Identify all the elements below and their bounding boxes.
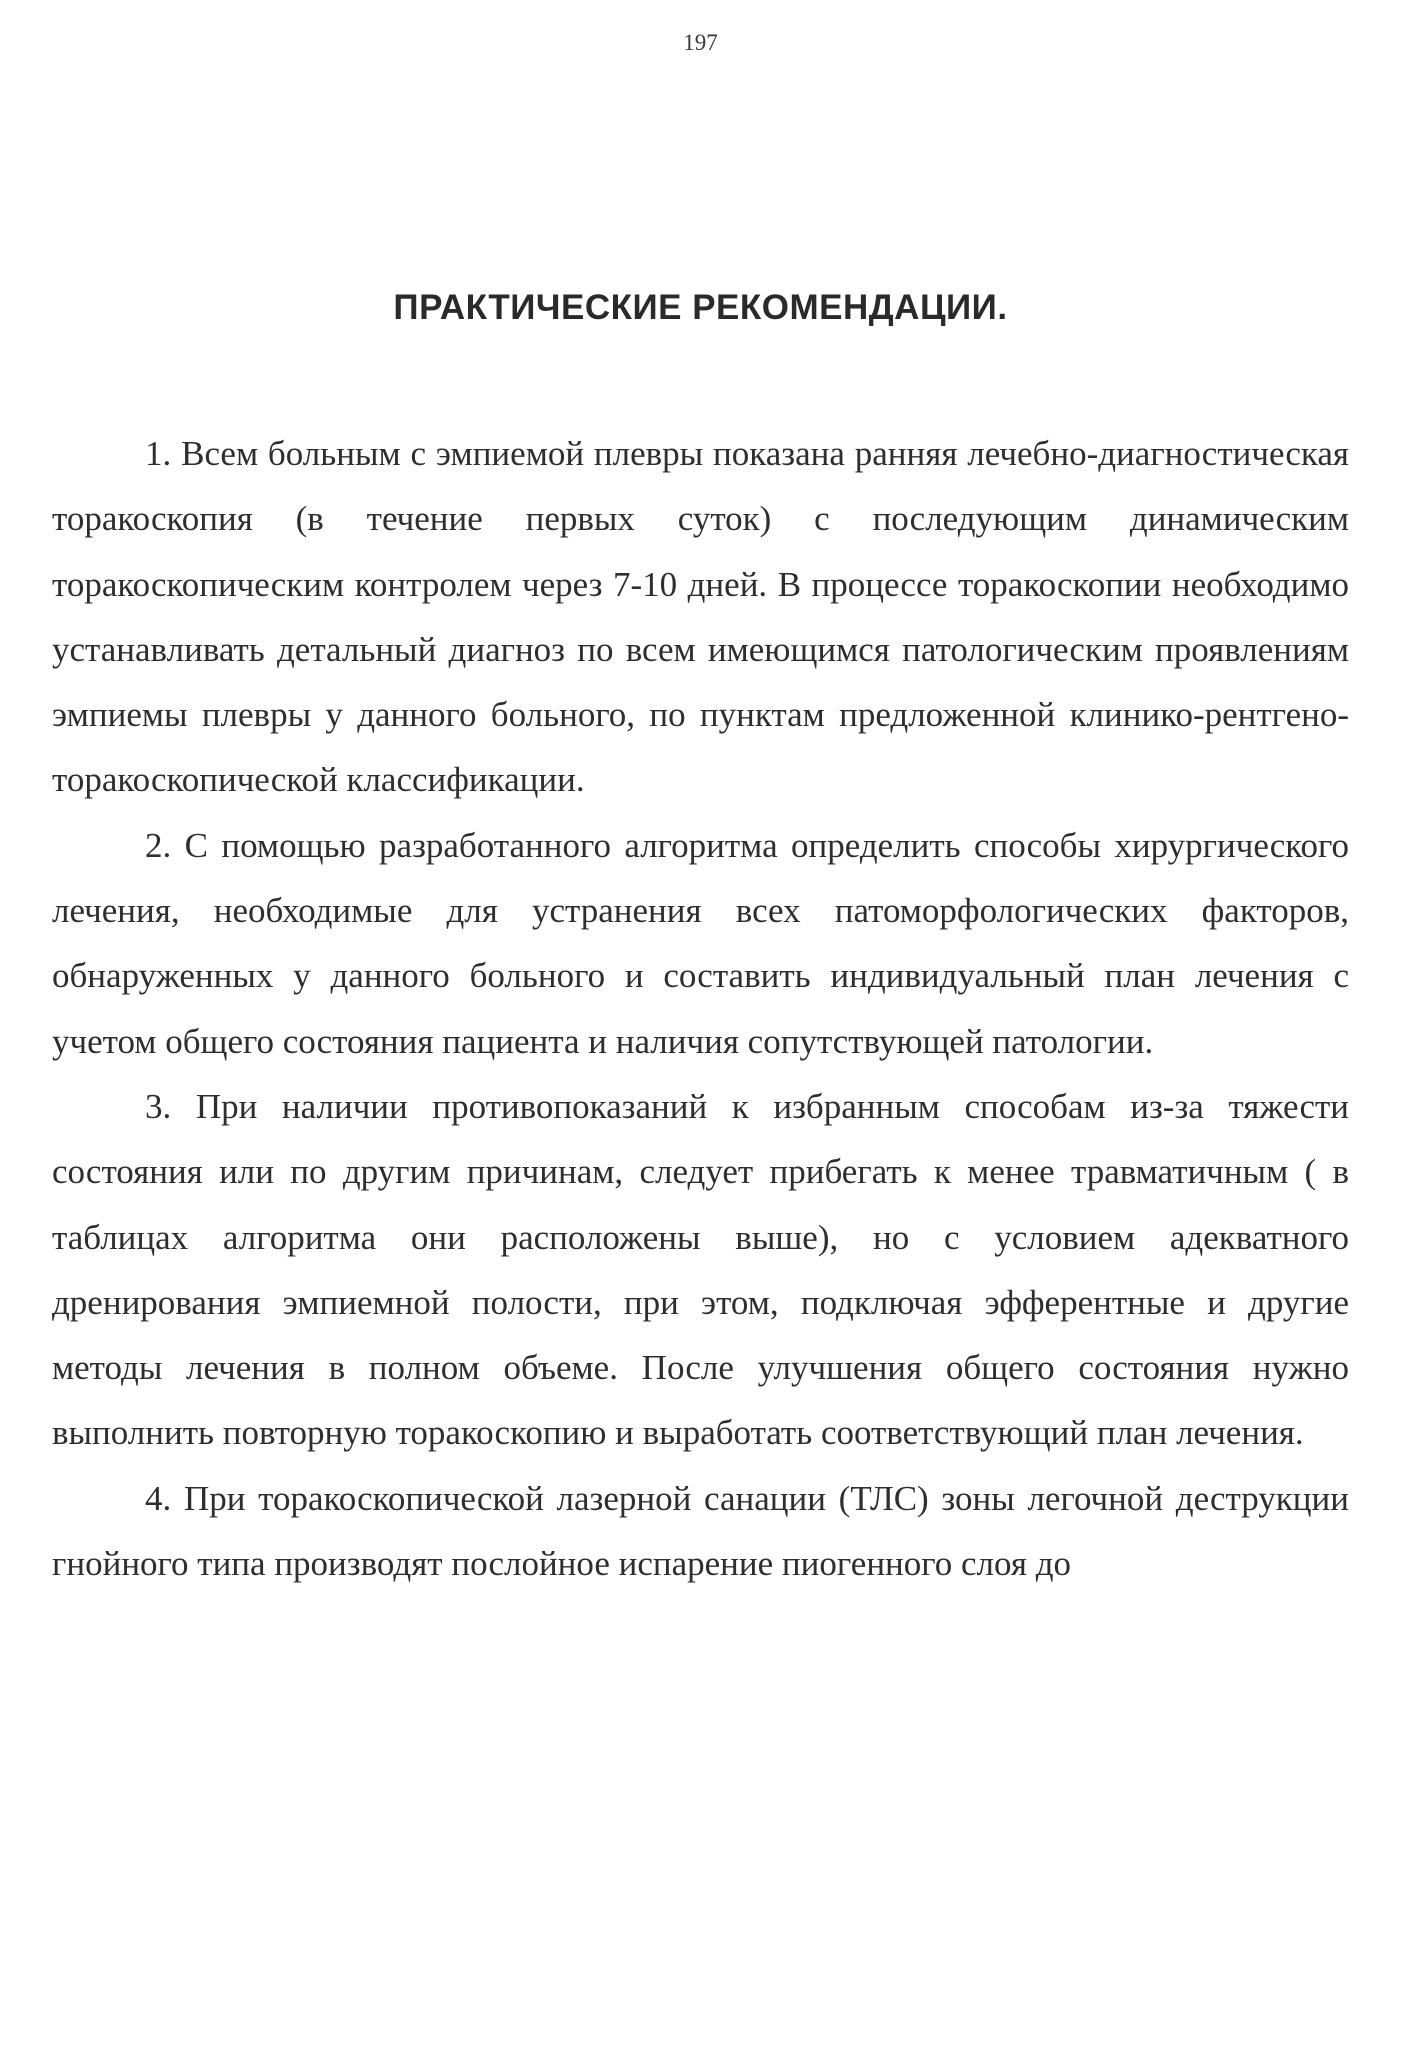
paragraph-3: 3. При наличии противопоказаний к избранным способам из-за тяжести состояния или по другим причинам, следует прибегать к менее травматичным ( в таблицах алгоритма они расположены выше), но с условием адекватного дренирования эмпиемной полости, при этом, подключая эфферентные и другие методы лечения в полном объеме. После улучшения общего состояния нужно выполнить повторную торакоскопию и выработать соответствующий план лечения.	[52, 1086, 1349, 1453]
paragraph-4: 4. При торакоскопической лазерной санации (ТЛС) зоны легочной деструкции гнойного типа производят послойное испарение пиогенного слоя до	[52, 1478, 1349, 1584]
page-number: 197	[683, 30, 718, 55]
page-title: ПРАКТИЧЕСКИЕ РЕКОМЕНДАЦИИ.	[393, 288, 1008, 327]
paragraph-2: 2. С помощью разработанного алгоритма определить способы хирургического лечения, необходимые для устранения всех патоморфологических факторов, обнаруженных у данного больного и составить индивидуальный план лечения с учетом общего состояния пациента и наличия сопутствующей патологии.	[52, 825, 1349, 1061]
body-text	[52, 421, 1349, 1596]
paragraph-1: 1. Всем больным с эмпиемой плевры показана ранняя лечебно-диагностическая торакоскопия (в течение первых суток) с последующим динамическим торакоскопическим контролем через 7-10 дней. В процессе торакоскопии необходимо устанавливать детальный диагноз по всем имеющимся патологическим проявлениям эмпиемы плевры у данного больного, по пунктам предложенной клинико-рентгено-торакоскопической классификации.	[52, 434, 1349, 800]
